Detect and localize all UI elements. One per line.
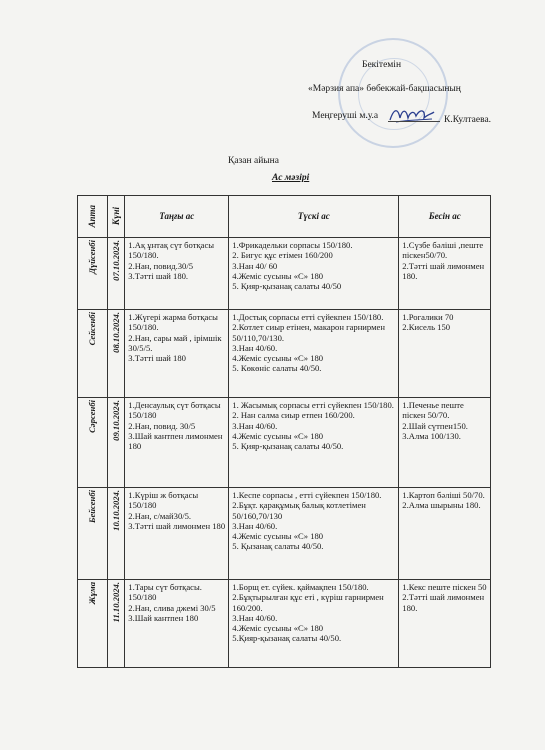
weekday-cell [78, 238, 108, 310]
date-label: 09.10.2024. [111, 400, 121, 441]
month-line: Қазан айына [228, 156, 279, 166]
lunch-cell: 1.Борщ ет. сүйек. қаймақпен 150/180. 2.Бұқтырылған құс еті , күріш гарнирмен 160/200. 3.Нан 40/60. 4.Жеміс сусыны «С» 180 5.Қияр-қызанақ салаты 40/50. [229, 580, 399, 668]
header-snack: Бесін ас [399, 196, 491, 238]
lunch-cell: 1.Достық сорпасы етті сүйекпен 150/180. 2.Котлет сиыр етінен, макарон гарнирмен 50/110,70/130. 3.Нан 40/60. 4.Жеміс сусыны «С» 180 5. Көкөніс салаты 40/50. [229, 310, 399, 398]
date-label: 07.10.2024. [111, 240, 121, 281]
header-day-label: Күні [111, 207, 121, 226]
breakfast-cell: 1.Ақ ұнтақ сүт ботқасы 150/180. 2.Нан, повид.30/5 3.Тәтті шай 180. [125, 238, 229, 310]
header-day [108, 196, 125, 238]
weekday-label: Дүйсенбі [87, 240, 98, 274]
snack-cell: 1.Картоп бәліші 50/70. 2.Алма шырыны 180. [399, 488, 491, 580]
table-row [78, 580, 491, 668]
lunch-cell: 1. Жасымық сорпасы етті сүйекпен 150/180. 2. Нан салма сиыр етпен 160/200. 3.Нан 40/60. 4.Жеміс сусыны «С» 180 5. Қияр-қызанақ салаты 40/50. [229, 398, 399, 488]
table-row [78, 398, 491, 488]
weekday-label: Сәрсенбі [87, 400, 98, 433]
breakfast-cell: 1.Тары сүт ботқасы. 150/180 2.Нан, слива джемі 30/5 3.Шай кантпен 180 [125, 580, 229, 668]
date-cell [108, 580, 125, 668]
table-row [78, 238, 491, 310]
date-label: 10.10.2024. [111, 490, 121, 531]
table-row [78, 310, 491, 398]
header-week-label: Апта [87, 205, 98, 228]
breakfast-cell: 1.Денсаулық сүт ботқасы 150/180 2.Нан, повид. 30/5 3.Шай кантпен лимонмен 180 [125, 398, 229, 488]
head-title: Меңгеруші м.у.а [312, 111, 379, 121]
snack-cell: 1.Печенье пеште піскен 50/70. 2.Шай сүтпен150. 3.Алма 100/130. [399, 398, 491, 488]
weekday-label: Бейсенбі [87, 490, 98, 524]
signature [388, 104, 436, 126]
date-label: 08.10.2024. [111, 312, 121, 353]
weekday-label: Жұма [87, 582, 98, 605]
table-header-row [78, 196, 491, 238]
weekday-cell [78, 398, 108, 488]
menu-table [77, 195, 491, 668]
table-row [78, 488, 491, 580]
breakfast-cell: 1.Жүгері жарма ботқасы 150/180. 2.Нан, сары май , ірімшік 30/5/5. 3.Тәтті шай 180 [125, 310, 229, 398]
date-cell [108, 398, 125, 488]
signature-underline [388, 121, 440, 122]
date-label: 11.10.2024. [111, 582, 121, 623]
menu-title: Ас мәзірі [272, 173, 310, 183]
snack-cell: 1.Рогалики 70 2.Кисель 150 [399, 310, 491, 398]
header-breakfast: Таңғы ас [125, 196, 229, 238]
date-cell [108, 488, 125, 580]
organization-name: «Мәрзия апа» бөбекжай-бақшасының [308, 84, 461, 94]
weekday-cell [78, 310, 108, 398]
header-week [78, 196, 108, 238]
weekday-cell [78, 488, 108, 580]
menu-body [78, 238, 491, 668]
date-cell [108, 310, 125, 398]
snack-cell: 1.Сүзбе бәліші ,пеште піскен50/70. 2.Тәтті шай лимонмен 180. [399, 238, 491, 310]
date-cell [108, 238, 125, 310]
snack-cell: 1.Кекс пеште піскен 50 2.Тәтті шай лимонмен 180. [399, 580, 491, 668]
header-lunch: Түскі ас [229, 196, 399, 238]
weekday-label: Сейсенбі [87, 312, 98, 346]
approval-line: Бекітемін [362, 60, 402, 70]
lunch-cell: 1.Кеспе сорпасы , етті сүйекпен 150/180. 2.Бұқт. қарақұмық балық котлетімен 50/160,70/130 3.Нан 40/60. 4.Жеміс сусыны «С» 180 5. Қызанақ салаты 40/50. [229, 488, 399, 580]
breakfast-cell: 1.Күріш ж ботқасы 150/180 2.Нан, с/май30/5. 3.Тәтті шай лимонмен 180 [125, 488, 229, 580]
lunch-cell: 1.Фрикадельки сорпасы 150/180. 2. Бигус құс етімен 160/200 3.Нан 40/ 60 4.Жеміс сусыны «С» 180 5. Қияр-қызанақ салаты 40/50 [229, 238, 399, 310]
weekday-cell [78, 580, 108, 668]
head-name: К.Култаева. [444, 115, 492, 125]
